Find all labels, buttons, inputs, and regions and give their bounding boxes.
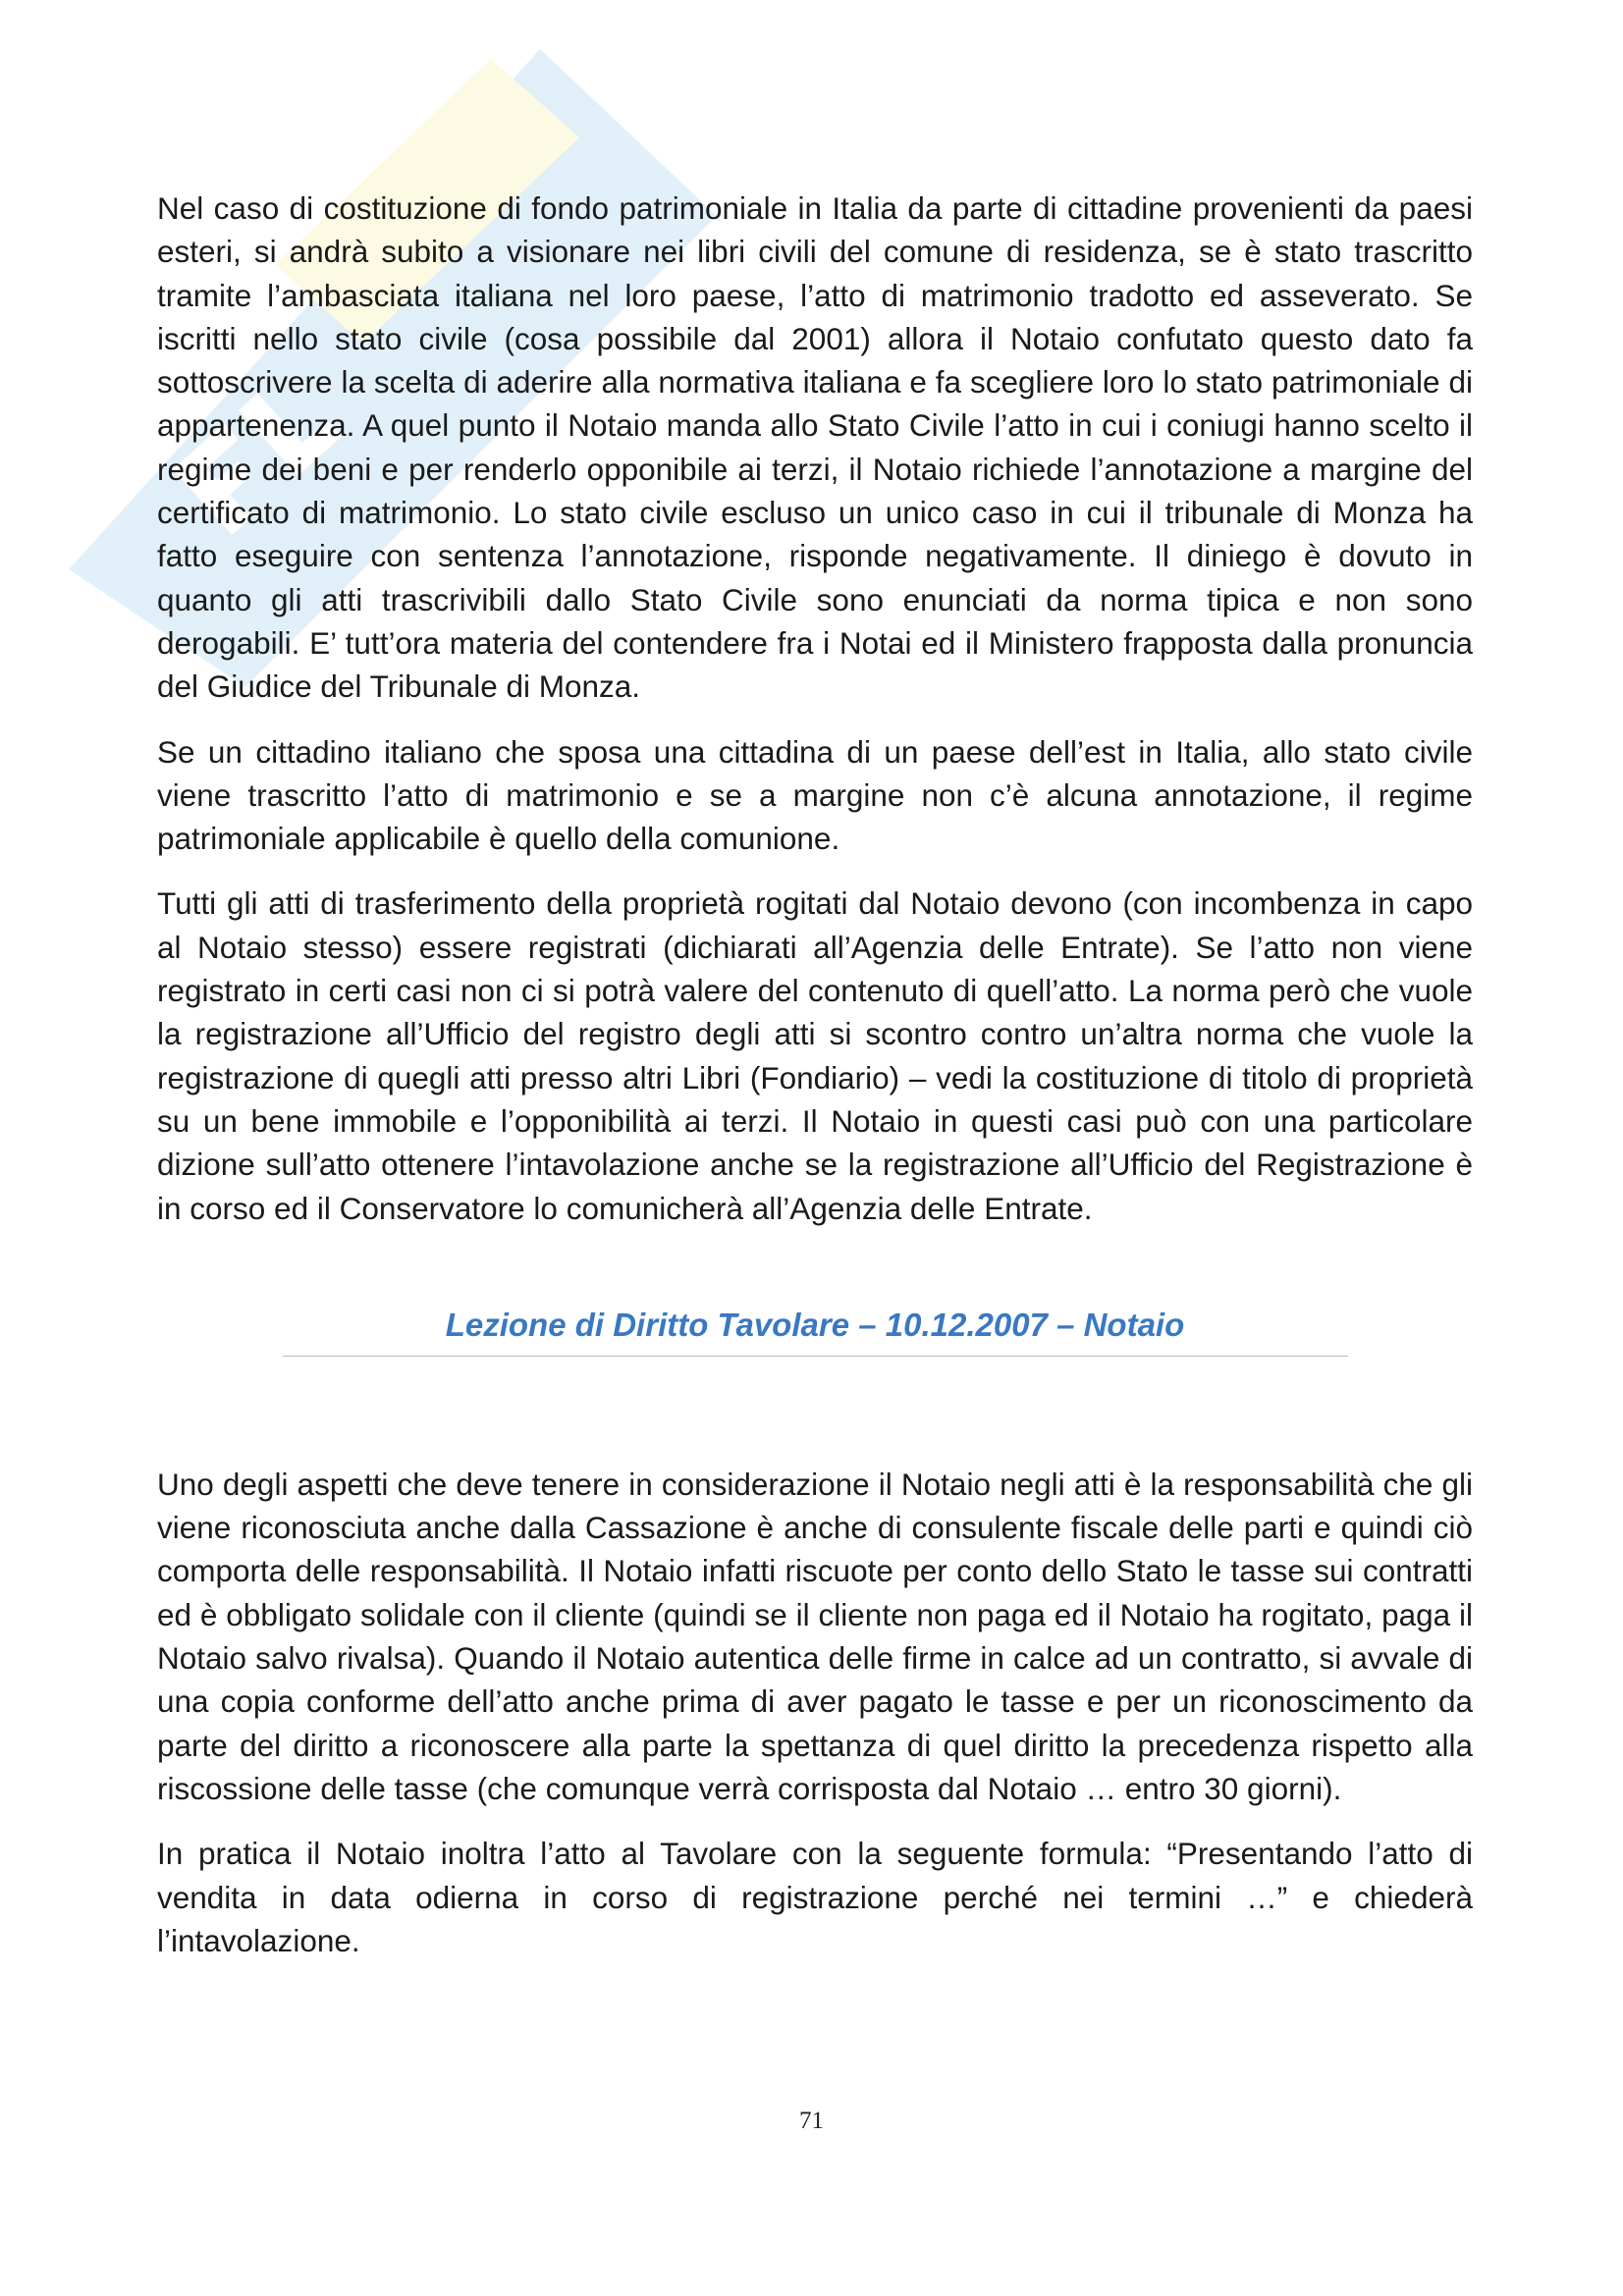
- paragraph-fondo-patrimoniale: Nel caso di costituzione di fondo patrimoniale in Italia da parte di cittadine provenienti da paesi esteri, si andrà subito a visionare nei libri civili del comune di residenza, se è stato trascritto tramite l’ambasciata italiana nel loro paese, l’atto di matrimonio tradotto ed asseverato. Se iscritti nello stato civile (cosa possibile dal 2001) allora il Notaio confutato questo dato fa sottoscrivere la scelta di aderire alla normativa italiana e fa scegliere loro lo stato patrimoniale di appartenenza. A quel punto il Notaio manda allo Stato Civile l’atto in cui i coniugi hanno scelto il regime dei beni e per renderlo opponibile ai terzi, il Notaio richiede l’annotazione a margine del certificato di matrimonio. Lo stato civile escluso un unico caso in cui il tribunale di Monza ha fatto eseguire con sentenza l’annotazione, risponde negativamente. Il diniego è dovuto in quanto gli atti trascrivibili dallo Stato Civile sono enunciati da norma tipica e non sono derogabili. E’ tutt’ora materia del contendere fra i Notai ed il Ministero frapposta dalla pronuncia del Giudice del Tribunale di Monza.: [157, 190, 1473, 705]
- section-heading: Lezione di Diritto Tavolare – 10.12.2007 – Notaio: [283, 1307, 1348, 1357]
- heading-spacer: [157, 1357, 1473, 1463]
- document-body: [157, 187, 1473, 1984]
- paragraph-responsabilita-notaio: Uno degli aspetti che deve tenere in considerazione il Notaio negli atti è la responsabilità che gli viene riconosciuta anche dalla Cassazione è anche di consulente fiscale delle parti e quindi ciò comporta delle responsabilità. Il Notaio infatti riscuote per conto dello Stato le tasse sui contratti ed è obbligato solidale con il cliente (quindi se il cliente non paga ed il Notaio ha rogitato, paga il Notaio salvo rivalsa). Quando il Notaio autentica delle firme in calce ad un contratto, si avvale di una copia conforme dell’atto anche prima di aver pagato le tasse e per un riconoscimento da parte del diritto a riconoscere alla parte la spettanza di quel diritto la precedenza rispetto alla riscossione delle tasse (che comunque verrà corrisposta dal Notaio … entro 30 giorni).: [157, 1466, 1473, 1806]
- paragraph-formula-tavolare: In pratica il Notaio inoltra l’atto al Tavolare con la seguente formula: “Presentando l’atto di vendita in data odierna in corso di registrazione perché nei termini …” e chiederà l’intavolazione.: [157, 1836, 1473, 1958]
- section-heading-wrapper: [283, 1307, 1348, 1357]
- paragraph-cittadino-italiano: Se un cittadino italiano che sposa una cittadina di un paese dell’est in Italia, allo stato civile viene trascritto l’atto di matrimonio e se a margine non c’è alcuna annotazione, il regime patrimoniale applicabile è quello della comunione.: [157, 733, 1473, 857]
- page-number: 71: [799, 2108, 824, 2134]
- paragraph-registrazione-atti: Tutti gli atti di trasferimento della proprietà rogitati dal Notaio devono (con incombenza in capo al Notaio stesso) essere registrati (dichiarati all’Agenzia delle Entrate). Se l’atto non viene registrato in certi casi non ci si potrà valere del contenuto di quell’atto. La norma però che vuole la registrazione all’Ufficio del registro degli atti si scontro contro un’altra norma che vuole la registrazione di quegli atti presso altri Libri (Fondiario) – vedi la costituzione di titolo di proprietà su un bene immobile e l’opponibilità ai terzi. Il Notaio in questi casi può con una particolare dizione sull’atto ottenere l’intavolazione anche se la registrazione all’Ufficio del Registrazione è in corso ed il Conservatore lo comunicherà all’Agenzia delle Entrate.: [157, 885, 1473, 1226]
